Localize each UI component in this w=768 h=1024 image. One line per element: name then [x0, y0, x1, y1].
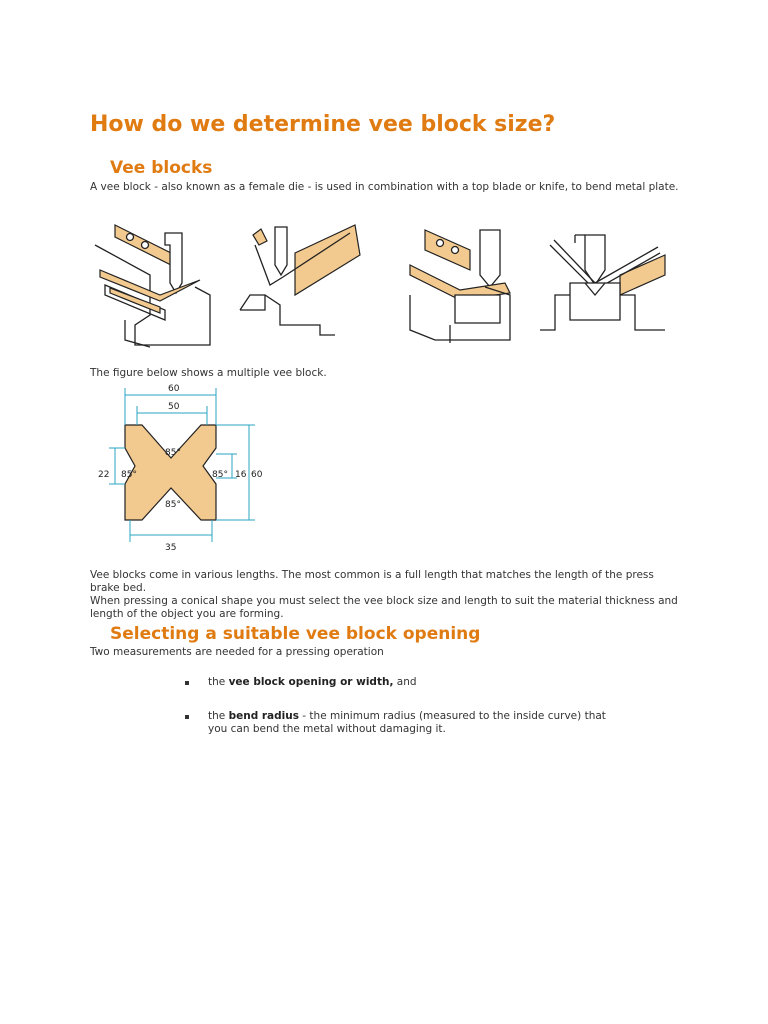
illustration-4 [540, 235, 665, 330]
list-item: the bend radius - the minimum radius (measured to the inside curve) that you can bend the metal without damaging it. [185, 710, 625, 737]
angle-bottom: 85° [165, 500, 181, 510]
angle-top: 85° [165, 448, 181, 458]
dim-left: 22 [98, 470, 110, 480]
illustration-1 [95, 225, 210, 347]
measurement-list [185, 676, 625, 757]
press-brake-illustrations [90, 215, 670, 355]
term-bend-radius: bend radius [228, 709, 299, 722]
vee-blocks-intro: A vee block - also known as a female die - is used in combination with a top blade or knife, to bend metal plate. [90, 181, 679, 193]
figure-caption: The figure below shows a multiple vee block. [90, 367, 327, 379]
section-heading-selecting: Selecting a suitable vee block opening [110, 624, 481, 644]
term-vee-block-opening: vee block opening or width, [228, 676, 394, 688]
dim-bottom: 35 [165, 543, 177, 553]
selecting-intro: Two measurements are needed for a pressing operation [90, 646, 384, 658]
page-title: How do we determine vee block size? [90, 112, 556, 137]
section-heading-vee-blocks: Vee blocks [110, 158, 213, 178]
illustration-2 [240, 225, 360, 335]
conical-paragraph: When pressing a conical shape you must select the vee block size and length to suit the material thickness and length of the object you are forming. [90, 595, 678, 620]
bullet-icon [185, 715, 189, 719]
dim-top-outer: 60 [168, 384, 180, 394]
angle-right: 85° [212, 470, 228, 480]
vee-block-lengths-text [90, 569, 680, 621]
list-item: the vee block opening or width, and [185, 676, 625, 690]
dim-top-inner: 50 [168, 402, 180, 412]
angle-left: 85° [121, 470, 137, 480]
illustration-3 [410, 230, 510, 343]
dim-right-inner: 16 [235, 470, 247, 480]
bullet-icon [185, 681, 189, 685]
dim-right-outer: 60 [251, 470, 263, 480]
lengths-paragraph: Vee blocks come in various lengths. The most common is a full length that matches the length of the press brake bed. [90, 569, 654, 594]
multiple-vee-block-diagram [95, 380, 275, 555]
